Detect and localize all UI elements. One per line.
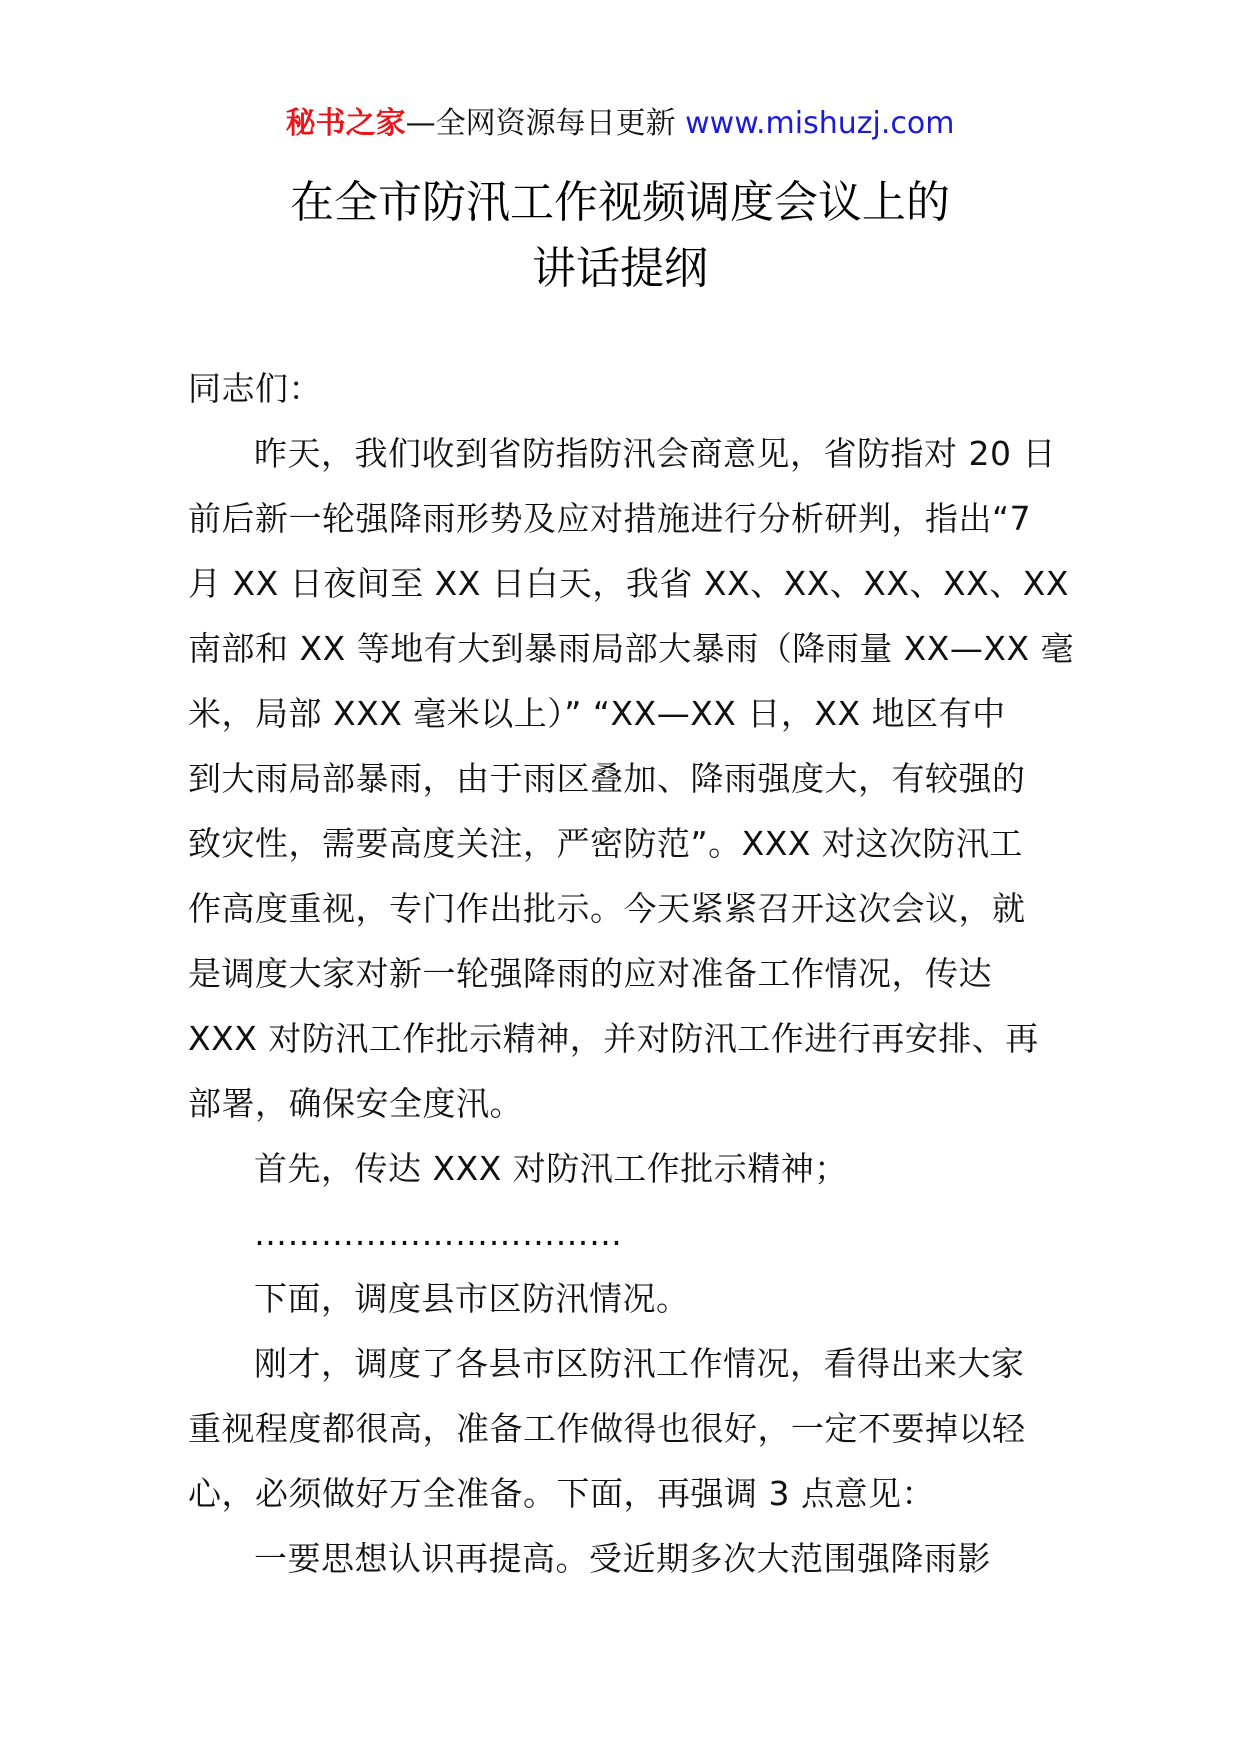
paragraph-5-line-1: 一要思想认识再提高。受近期多次大范围强降雨影: [254, 1539, 991, 1578]
paragraph-4-line-1: 刚才，调度了各县市区防汛工作情况，看得出来大家: [254, 1344, 1025, 1383]
banner-brand: 秘书之家: [285, 106, 406, 141]
paragraph-3-line-1: 下面，调度县市区防汛情况。: [254, 1279, 690, 1318]
paragraph-1-line-8: 作高度重视，专门作出批示。今天紧紧召开这次会议，就: [188, 889, 1026, 928]
paragraph-4-line-2: 重视程度都很高，准备工作做得也很好，一定不要掉以轻: [188, 1409, 1026, 1448]
paragraph-1-line-3: 月 XX 日夜间至 XX 日白天，我省 XX、XX、XX、XX、XX: [188, 564, 1069, 603]
paragraph-1-line-2: 前后新一轮强降雨形势及应对措施进行分析研判，指出“7: [188, 499, 1032, 538]
paragraph-1-line-10: XXX 对防汛工作批示精神，并对防汛工作进行再安排、再: [188, 1019, 1039, 1058]
banner-url-link[interactable]: www.mishuzj.com: [685, 106, 955, 141]
document-title: [0, 170, 1240, 302]
salutation-line: 同志们：: [188, 369, 322, 408]
document-body: [188, 356, 1075, 1591]
ellipsis-line: ……………………………: [254, 1214, 623, 1253]
paragraph-1-line-11: 部署，确保安全度汛。: [188, 1084, 523, 1123]
paragraph-1-line-6: 到大雨局部暴雨，由于雨区叠加、降雨强度大，有较强的: [188, 759, 1026, 798]
paragraph-2-line-1: 首先，传达 XXX 对防汛工作批示精神；: [254, 1149, 848, 1188]
paragraph-1-line-1: 昨天，我们收到省防指防汛会商意见，省防指对 20 日: [254, 434, 1056, 473]
paragraph-1-line-4: 南部和 XX 等地有大到暴雨局部大暴雨（降雨量 XX—XX 毫: [188, 629, 1075, 668]
paragraph-4-line-3: 心，必须做好万全准备。下面，再强调 3 点意见：: [188, 1474, 935, 1513]
paragraph-1-line-9: 是调度大家对新一轮强降雨的应对准备工作情况，传达: [188, 954, 992, 993]
title-line-1: 在全市防汛工作视频调度会议上的: [290, 177, 950, 228]
paragraph-1-line-5: 米，局部 XXX 毫米以上）” “XX—XX 日，XX 地区有中: [188, 694, 1006, 733]
banner-tagline: —全网资源每日更新: [405, 106, 676, 141]
paragraph-1-line-7: 致灾性，需要高度关注，严密防范”。XXX 对这次防汛工: [188, 824, 1023, 863]
title-line-2: 讲话提纲: [532, 243, 708, 294]
site-banner: [0, 104, 1240, 144]
